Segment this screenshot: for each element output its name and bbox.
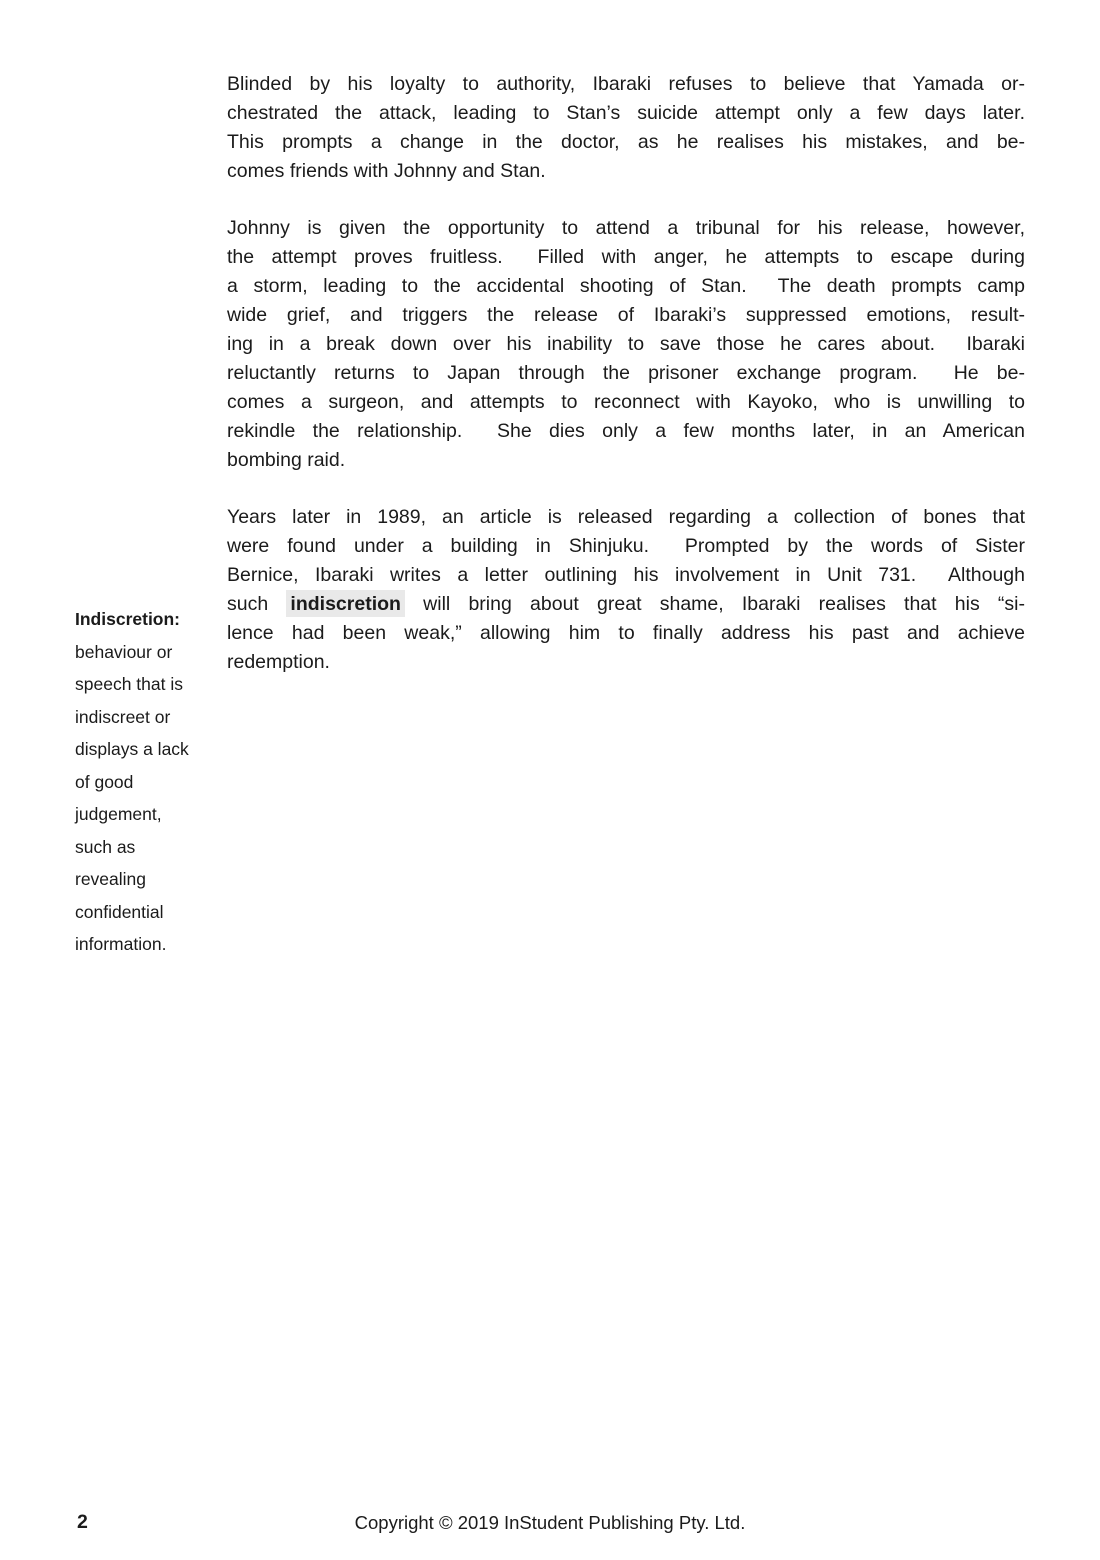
text-line: redemption. bbox=[227, 651, 330, 673]
text-line: rekindle the relationship. She dies only a few months later, in an American bbox=[227, 420, 1025, 442]
body-text bbox=[227, 70, 1025, 705]
margin-note-line: behaviour or bbox=[75, 641, 173, 662]
text-line: Johnny is given the opportunity to attend a tribunal for his release, however, bbox=[227, 217, 1025, 239]
text-line: lence had been weak,” allowing him to finally address his past and achieve bbox=[227, 622, 1025, 644]
margin-note-line: of good bbox=[75, 771, 134, 792]
text-line: reluctantly returns to Japan through the prisoner exchange program. He be- bbox=[227, 362, 1025, 384]
margin-note-line: indiscreet or bbox=[75, 706, 171, 727]
page-number: 2 bbox=[77, 1511, 88, 1533]
text-line: a storm, leading to the accidental shooting of Stan. The death prompts camp bbox=[227, 275, 1025, 297]
highlighted-term: indiscretion bbox=[286, 590, 405, 617]
margin-note-line: confidential bbox=[75, 901, 164, 922]
margin-note-line: such as bbox=[75, 836, 136, 857]
margin-note-term: Indiscretion: bbox=[75, 609, 181, 629]
paragraph-3 bbox=[227, 503, 1025, 677]
margin-note-line: speech that is bbox=[75, 674, 183, 694]
text-line: ing in a break down over his inability to save those he cares about. Ibaraki bbox=[227, 333, 1025, 355]
paragraph-2 bbox=[227, 214, 1025, 475]
text-line: comes a surgeon, and attempts to reconnect with Kayoko, who is unwilling to bbox=[227, 391, 1025, 413]
margin-note-indiscretion bbox=[75, 603, 225, 961]
text-line: wide grief, and triggers the release of Ibaraki’s suppressed emotions, result- bbox=[227, 304, 1025, 326]
text-segment: such bbox=[227, 593, 287, 615]
text-line: chestrated the attack, leading to Stan’s suicide attempt only a few days later. bbox=[227, 102, 1025, 124]
text-segment: will bring about great shame, Ibaraki realises that his “si- bbox=[404, 593, 1026, 615]
margin-note-line: displays a lack bbox=[75, 739, 189, 759]
text-line: bombing raid. bbox=[227, 449, 346, 471]
text-line bbox=[227, 590, 1025, 619]
text-line: Bernice, Ibaraki writes a letter outlining his involvement in Unit 731. Although bbox=[227, 564, 1025, 586]
text-line: Years later in 1989, an article is released regarding a collection of bones that bbox=[227, 506, 1025, 528]
copyright-notice: Copyright © 2019 InStudent Publishing Pty. Ltd. bbox=[354, 1512, 746, 1533]
margin-note-line: judgement, bbox=[75, 804, 162, 824]
margin-note-line: information. bbox=[75, 934, 167, 954]
text-line: were found under a building in Shinjuku. Prompted by the words of Sister bbox=[227, 535, 1025, 557]
text-line: This prompts a change in the doctor, as he realises his mistakes, and be- bbox=[227, 131, 1025, 153]
text-line: Blinded by his loyalty to authority, Ibaraki refuses to believe that Yamada or- bbox=[227, 73, 1025, 95]
text-line: comes friends with Johnny and Stan. bbox=[227, 160, 546, 182]
text-line: the attempt proves fruitless. Filled with anger, he attempts to escape during bbox=[227, 246, 1025, 268]
paragraph-1 bbox=[227, 70, 1025, 186]
margin-note-line: revealing bbox=[75, 869, 147, 889]
